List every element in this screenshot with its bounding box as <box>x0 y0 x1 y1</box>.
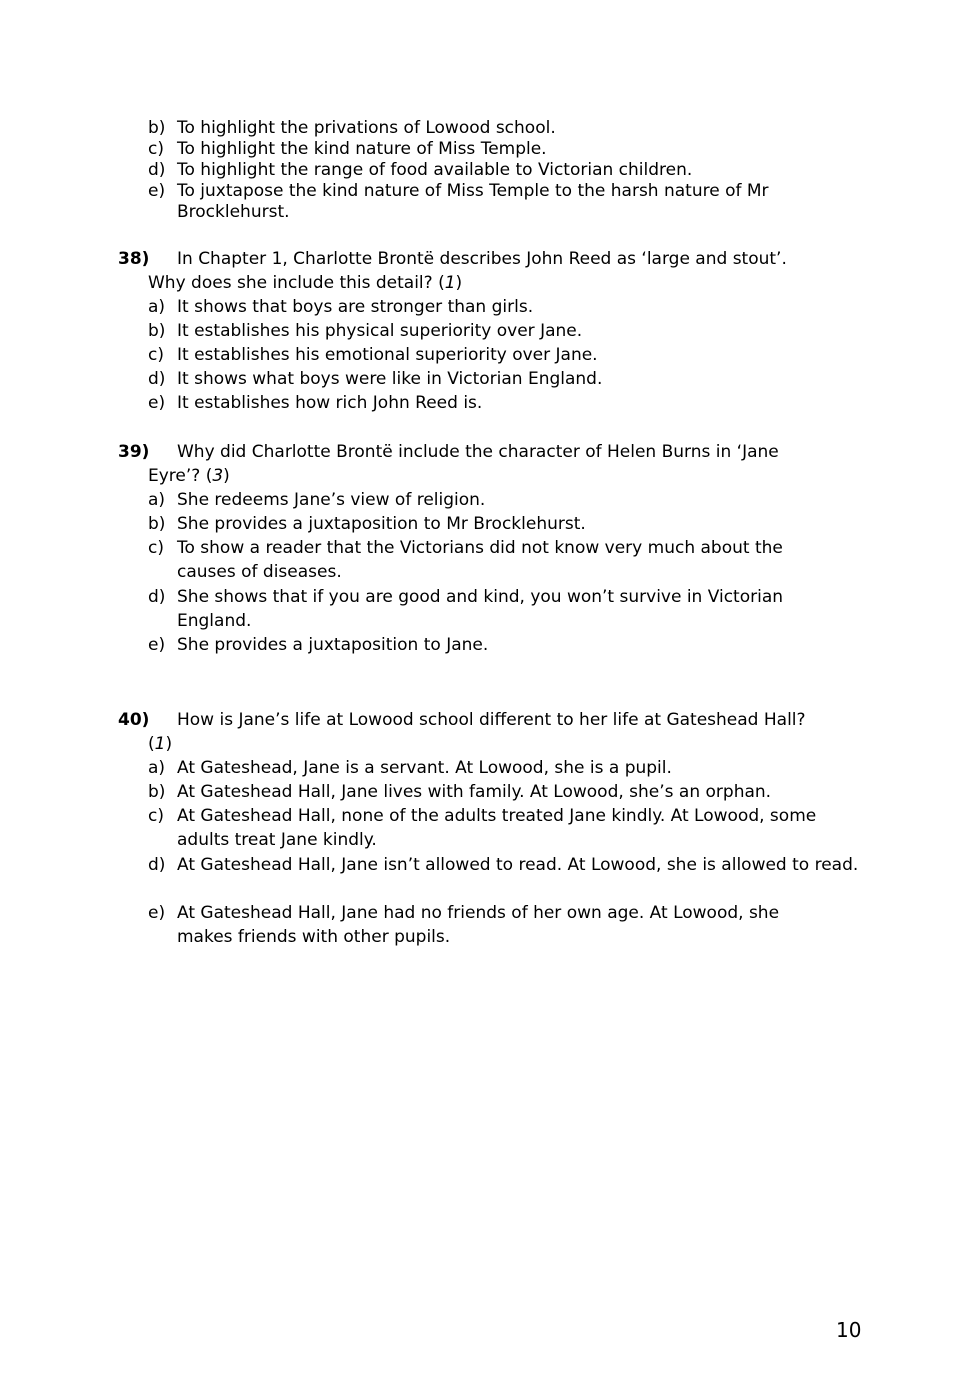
option-b <box>148 118 868 139</box>
option-b: b) At Gateshead Hall, Jane lives with family. At Lowood, she’s an orphan. <box>148 782 772 802</box>
option-text: To highlight the range of food available to Victorian children. <box>177 160 693 180</box>
option-c <box>148 139 868 160</box>
marks: 1 <box>154 734 166 754</box>
option-a: a) It shows that boys are stronger than girls. <box>148 297 534 317</box>
question-39 <box>118 440 868 490</box>
option-b: b) It establishes his physical superiority over Jane. <box>148 321 583 341</box>
question-40 <box>118 708 868 758</box>
option-letter: b) <box>148 118 166 138</box>
option-e <box>148 181 828 223</box>
option-a: a) At Gateshead, Jane is a servant. At Lowood, she is a pupil. <box>148 758 672 778</box>
question-stem-continued: (1) <box>148 734 173 754</box>
option-e: e) She provides a juxtaposition to Jane. <box>148 635 489 655</box>
option-e: e) It establishes how rich John Reed is. <box>148 393 483 413</box>
question-stem-continued: Eyre’? (3) <box>148 466 230 486</box>
marks: 1 <box>444 273 456 293</box>
option-text: To juxtapose the kind nature of Miss Temple to the harsh nature of Mr Brocklehurst. <box>177 181 769 222</box>
option-text: To highlight the kind nature of Miss Temple. <box>177 139 547 159</box>
question-stem-continued: Why does she include this detail? (1) <box>148 273 463 293</box>
question-38 <box>118 247 868 297</box>
option-e: e) At Gateshead Hall, Jane had no friends of her own age. At Lowood, she makes friends with other pupils. <box>148 903 780 947</box>
option-c: c) To show a reader that the Victorians did not know very much about the causes of diseases. <box>148 538 783 582</box>
option-letter: e) <box>148 181 166 201</box>
page-number: 10 <box>836 1318 862 1342</box>
option-text: To highlight the privations of Lowood school. <box>177 118 556 138</box>
marks: 3 <box>212 466 224 486</box>
option-c: c) At Gateshead Hall, none of the adults treated Jane kindly. At Lowood, some adults treat Jane kindly. <box>148 806 817 850</box>
option-b: b) She provides a juxtaposition to Mr Brocklehurst. <box>148 514 586 534</box>
option-d: d) It shows what boys were like in Victorian England. <box>148 369 603 389</box>
option-c: c) It establishes his emotional superiority over Jane. <box>148 345 598 365</box>
option-a: a) She redeems Jane’s view of religion. <box>148 490 486 510</box>
option-d: d) She shows that if you are good and kind, you won’t survive in Victorian England. <box>148 587 784 631</box>
option-d <box>148 160 868 181</box>
question-number: 40) <box>118 710 150 730</box>
option-d: d) At Gateshead Hall, Jane isn’t allowed to read. At Lowood, she is allowed to read. <box>148 855 859 875</box>
question-number: 38) <box>118 249 150 269</box>
option-letter: d) <box>148 160 166 180</box>
question-stem: Why did Charlotte Brontë include the character of Helen Burns in ‘Jane <box>177 442 779 462</box>
question-number: 39) <box>118 442 150 462</box>
question-stem: In Chapter 1, Charlotte Brontë describes John Reed as ‘large and stout’. <box>177 249 787 269</box>
option-letter: c) <box>148 139 164 159</box>
question-stem: How is Jane’s life at Lowood school different to her life at Gateshead Hall? <box>177 710 806 730</box>
